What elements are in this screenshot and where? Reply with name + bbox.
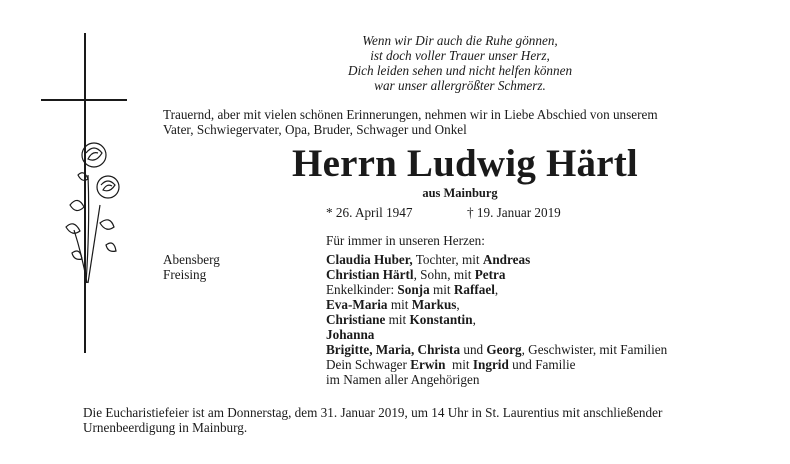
mourner-text: im Namen aller Angehörigen [326,372,480,387]
mourner-text: mit [387,297,412,312]
mourner-line [326,342,667,357]
place-label: Abensberg [163,252,220,267]
mourner-text: Konstantin [409,312,473,327]
mourner-text: , [472,312,476,327]
mourner-text: mit [385,312,410,327]
deceased-name: Herrn Ludwig Härtl [292,142,638,185]
mourner-text: , [494,282,499,297]
poem-line: ist doch voller Trauer unser Herz, [370,48,550,63]
poem-line: Dich leiden sehen und nicht helfen können [347,63,573,78]
mourner-text: , [456,297,460,312]
mourner-text: Claudia Huber, [326,252,413,267]
mourner-line [326,297,460,312]
mourner-line [326,267,506,282]
mourner-text: , Sohn, mit [413,267,475,282]
mourner-text: Markus [411,297,457,312]
mourners-intro: Für immer in unseren Herzen: [326,233,485,248]
poem [300,33,620,93]
mourner-text: Raffael [453,282,495,297]
mourner-text: Christiane [326,312,386,327]
mourner-text: Enkelkinder: [326,282,398,297]
mourner-text: Eva-Maria [326,297,388,312]
poem-line: war unser allergrößter Schmerz. [374,78,546,93]
mourner-line [326,282,498,297]
mourner-text: Brigitte, Maria, Christa [326,342,461,357]
mourner-text: , Geschwister, mit Familien [521,342,668,357]
death-date: † 19. Januar 2019 [467,205,561,220]
mourner-text: Christian Härtl [326,267,414,282]
footer-line: Urnenbeerdigung in Mainburg. [83,420,248,435]
mourner-text: mit [445,357,473,372]
mourner-text: Erwin [410,357,446,372]
mourner-text: Tochter, mit [412,252,483,267]
intro-line: Vater, Schwiegervater, Opa, Bruder, Schwager und Onkel [163,122,467,137]
mourner-text: Petra [474,267,506,282]
mourner-text: Dein Schwager [326,357,411,372]
birth-date: * 26. April 1947 [326,205,413,220]
mourner-line [326,312,476,327]
mourner-text: und [460,342,487,357]
mourner-line [326,327,374,342]
deceased-origin: aus Mainburg [422,186,498,200]
cross-bar [41,99,127,101]
mourner-line [326,372,479,387]
poem-line: Wenn wir Dir auch die Ruhe gönnen, [362,33,558,48]
mourner-text: Georg [486,342,522,357]
mourner-text: Andreas [482,252,531,267]
mourner-text: Sonja [397,282,430,297]
intro-line: Trauernd, aber mit vielen schönen Erinnerungen, nehmen wir in Liebe Abschied von unserem [163,107,658,122]
mourner-text: Ingrid [472,357,509,372]
roses-icon [60,135,130,285]
footer-line: Die Eucharistiefeier ist am Donnerstag, dem 31. Januar 2019, um 14 Uhr in St. Laurentius mit anschließender [83,405,663,420]
mourner-line [326,252,530,267]
mourner-text: mit [429,282,454,297]
mourner-text: Johanna [326,327,375,342]
mourner-text: und Familie [508,357,576,372]
place-label: Freising [163,267,207,282]
mourner-line [326,357,575,372]
